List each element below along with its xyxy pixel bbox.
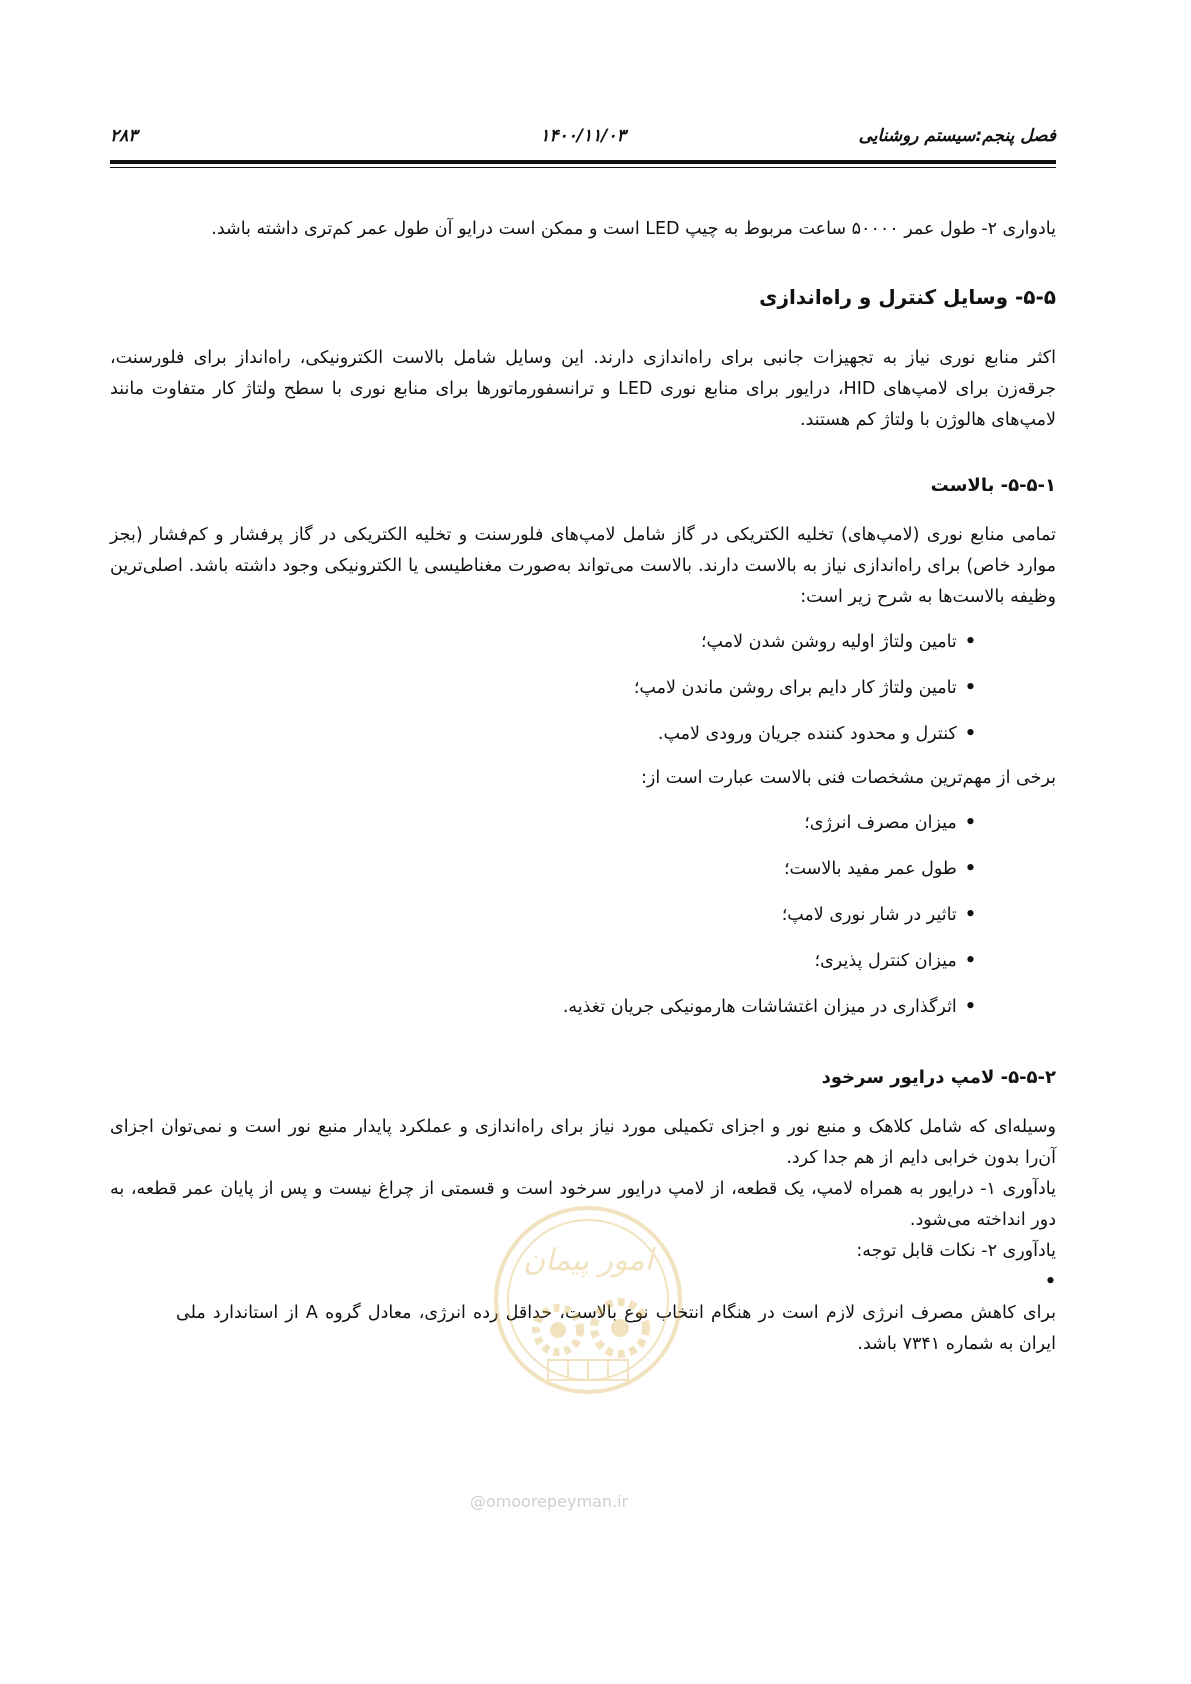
ballast-functions-list (110, 619, 1056, 757)
list-item: • کنترل و محدود کننده جریان ورودی لامپ. (110, 711, 976, 757)
note-1: یادآوری ۱- درایور به همراه لامپ، یک قطعه، از لامپ درایور سرخود است و قسمتی از چراغ نیست و پس از پایان عمر قطعه، به دور انداخته می‌شود. (110, 1179, 1056, 1230)
watermark-logo-text: امور پیمان (523, 1243, 653, 1278)
ballast-specs-list (110, 800, 1056, 1030)
self-ballasted-paragraph: وسیله‌ای که شامل کلاهک و منبع نور و اجزای تکمیلی مورد نیاز برای راه‌اندازی و عملکرد پایدار منبع نور است و نمی‌توان اجزای آن‌را بدون خرابی دایم از هم جدا کرد. (110, 1117, 1056, 1168)
list-item: • تامین ولتاژ اولیه روشن شدن لامپ؛ (110, 619, 976, 665)
section-heading-5-5-1: ۵-۵-۱- بالاست (930, 475, 1056, 496)
section-5-5-paragraph: اکثر منابع نوری نیاز به تجهیزات جانبی برای راه‌اندازی دارند. این وسایل شامل بالاست الکترونیکی، راه‌انداز برای فلورسنت، جرقه‌زن برای لامپ‌های HID، درایور برای منابع نوری LED و ترانسفورماتورها برای منابع نوری با سطح ولتاژ کار متفاوت مانند لامپ‌های هالوژن با ولتاژ کم هستند. (110, 348, 1056, 430)
watermark-url: @omoorepeyman.ir (470, 1492, 629, 1511)
section-heading-5-5-2: ۵-۵-۲- لامپ درایور سرخود (821, 1067, 1056, 1088)
list-item: • تاثیر در شار نوری لامپ؛ (110, 892, 976, 938)
header-rule-thin (110, 167, 1056, 168)
list-item: • طول عمر مفید بالاست؛ (110, 846, 976, 892)
ballast-paragraph: تمامی منابع نوری (لامپ‌های) تخلیه الکتریکی در گاز شامل لامپ‌های فلورسنت و تخلیه الکتریکی در گاز پرفشار و کم‌فشار (بجز موارد خاص) برای راه‌اندازی نیاز به بالاست دارند. بالاست می‌تواند به‌صورت مغناطیسی یا الکترونیکی وجود داشته باشد. اصلی‌ترین وظیفه بالاست‌ها به شرح زیر است: (110, 525, 1056, 607)
list-item: • میزان کنترل پذیری؛ (110, 938, 976, 984)
ballast-specs-intro: برخی از مهم‌ترین مشخصات فنی بالاست عبارت است از: (641, 768, 1056, 788)
page-header (110, 126, 1056, 160)
note-led-lifetime: یادواری ۲- طول عمر ۵۰۰۰۰ ساعت مربوط به چیپ LED است و ممکن است درایو آن طول عمر کم‌تری داشته باشد. (211, 219, 1056, 239)
list-item: • اثرگذاری در میزان اغتشاشات هارمونیکی جریان تغذیه. (110, 984, 976, 1030)
list-item: • تامین ولتاژ کار دایم برای روشن ماندن لامپ؛ (110, 665, 976, 711)
chapter-title: فصل پنجم:سیستم روشنایی (858, 126, 1056, 146)
note-2-title: یادآوری ۲- نکات قابل توجه: (856, 1241, 1056, 1261)
section-heading-5-5: ۵-۵- وسایل کنترل و راه‌اندازی (759, 285, 1056, 309)
watermark-logo (488, 1200, 688, 1460)
page-number: ۲۸۳ (110, 126, 138, 146)
list-item-text: • برای کاهش مصرف انرژی لازم است در هنگام انتخاب نوع بالاست، حداقل رده انرژی، معادل گروه A از استاندارد ملی ایران به شماره ۷۳۴۱ باشد. (176, 1303, 1056, 1354)
header-rule-thick (110, 160, 1056, 164)
header-date: ۱۴۰۰/۱۱/۰۳ (540, 126, 626, 146)
page-content (110, 214, 1056, 1360)
list-item: • میزان مصرف انرژی؛ (110, 800, 976, 846)
